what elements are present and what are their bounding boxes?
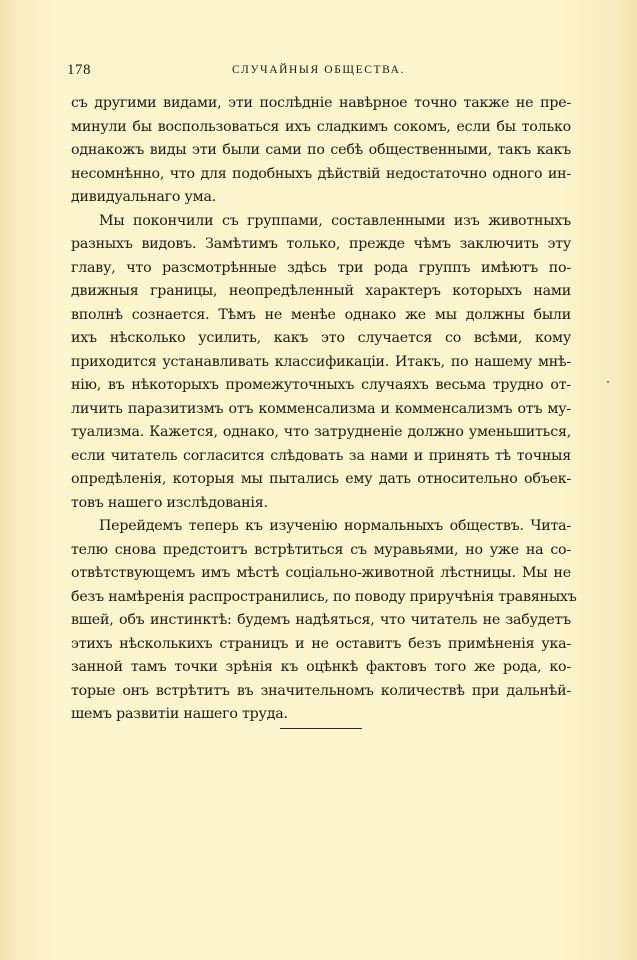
text-line: главу, что разсмотрѣнные здѣсь три рода группъ имѣютъ по- (71, 259, 571, 276)
page-number: 178 (67, 62, 91, 78)
text-line: разныхъ видовъ. Замѣтимъ только, прежде чѣмъ заключить эту (71, 236, 571, 252)
text-line: опредѣленія, которыя мы пытались ему дать относительно объек- (71, 471, 571, 487)
text-line: несомнѣнно, что для подобныхъ дѣйствій недостаточно одного ин- (71, 165, 571, 182)
text-line: Мы покончили съ группами, составленными изъ животныхъ (99, 212, 571, 229)
text-line: дивидуальнаго ума. (71, 189, 217, 205)
paper-speck (607, 381, 609, 383)
text-line: телю снова предстоитъ встрѣтиться съ муравьями, но уже на со- (71, 541, 571, 558)
body-text (71, 92, 577, 727)
text-line: товъ нашего изслѣдованія. (71, 494, 268, 511)
text-line: вшей, объ инстинктѣ: будемъ надѣяться, что читатель не забудетъ (71, 612, 571, 628)
text-line: минули бы воспользоваться ихъ сладкимъ сокомъ, если бы только (71, 118, 571, 135)
text-line: движныя границы, неопредѣленный характеръ которыхъ нами (71, 283, 571, 299)
section-end-rule (280, 728, 362, 729)
text-line: если читатель согласится слѣдовать за нами и принять тѣ точныя (71, 447, 571, 464)
text-line: Перейдемъ теперь къ изученію нормальныхъ обществъ. Чита- (99, 518, 571, 534)
text-line: однакожъ виды эти были сами по себѣ общественными, такъ какъ (71, 142, 571, 158)
text-line: съ другими видами, эти послѣдніе навѣрное точно также не пре- (71, 95, 571, 111)
text-line: шемъ развитіи нашего труда. (71, 706, 288, 722)
text-line: приходится устанавливать классификаціи. Итакъ, по нашему мнѣ- (71, 353, 571, 370)
text-line: туализма. Кажется, однако, что затрудненіе должно уменьшиться, (71, 424, 571, 440)
paragraph-1 (71, 92, 571, 210)
text-line: этихъ нѣсколькихъ страницъ и не оставитъ безъ примѣненія ука- (71, 635, 571, 652)
text-line: нію, въ нѣкоторыхъ промежуточныхъ случаяхъ весьма трудно от- (71, 377, 571, 393)
paragraph-3 (71, 515, 577, 727)
text-line: занной тамъ точки зрѣнія къ оцѣнкѣ фактовъ того же рода, ко- (71, 659, 571, 675)
page-header (0, 62, 637, 82)
text-line: торые онъ встрѣтитъ въ значительномъ количествѣ при дальнѣй- (71, 682, 571, 699)
text-line: личить паразитизмъ отъ комменсализма и комменсализмъ отъ му- (71, 400, 571, 417)
text-line: безъ намѣренія распространились, по поводу приручѣнія травяныхъ (71, 588, 577, 605)
text-line: ихъ нѣсколько усилить, какъ это случается со всѣми, кому (71, 330, 571, 346)
paragraph-2 (71, 210, 571, 516)
text-line: вполнѣ сознается. Тѣмъ не менѣе однако же мы должны были (71, 306, 571, 323)
text-line: отвѣтствующемъ имъ мѣстѣ соціально-животной лѣстницы. Мы не (71, 565, 571, 581)
running-title: СЛУЧАЙНЫЯ ОБЩЕСТВА. (232, 64, 406, 76)
